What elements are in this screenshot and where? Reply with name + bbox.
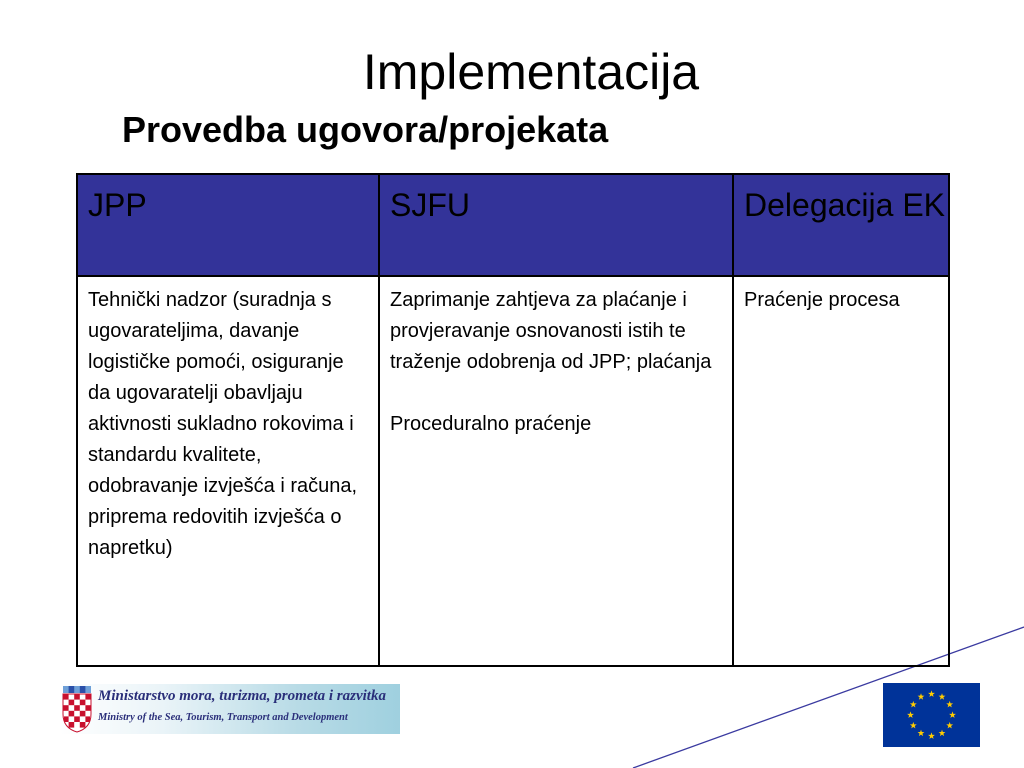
slide-title: Implementacija	[362, 44, 700, 100]
ministry-name-en: Ministry of the Sea, Tourism, Transport and Development	[98, 712, 348, 723]
ministry-name-hr: Ministarstvo mora, turizma, prometa i razvitka	[98, 688, 386, 704]
table-cell-jpp	[77, 276, 379, 666]
column-header-jpp: JPP	[77, 174, 379, 276]
table-cell-sjfu	[379, 276, 733, 666]
cell-paragraph: Praćenje procesa	[744, 289, 900, 311]
cell-paragraph: Zaprimanje zahtjeva za plaćanje i provjeravanje osnovanosti istih te traženje odobrenja od JPP; plaćanja	[390, 289, 712, 373]
table-header-row	[77, 174, 949, 276]
eu-flag-icon	[883, 683, 980, 747]
table-cell-delegacija	[733, 276, 949, 666]
slide-subtitle: Provedba ugovora/projekata	[122, 109, 609, 150]
responsibility-table	[76, 173, 950, 667]
column-header-delegacija: Delegacija EK	[733, 174, 949, 276]
ministry-logo	[60, 684, 400, 734]
cell-paragraph: Proceduralno praćenje	[390, 413, 592, 435]
column-header-sjfu: SJFU	[379, 174, 733, 276]
cell-paragraph: Tehnički nadzor (suradnja s ugovarateljima, davanje logističke pomoći, osiguranje da ugovaratelji obavljaju aktivnosti sukladno rokovima i standardu kvalitete, odobravanje izvješća i računa, priprema redovitih izvješća o napretku)	[88, 289, 358, 559]
croatian-coat-of-arms-icon	[60, 684, 96, 734]
table-row	[77, 276, 949, 666]
